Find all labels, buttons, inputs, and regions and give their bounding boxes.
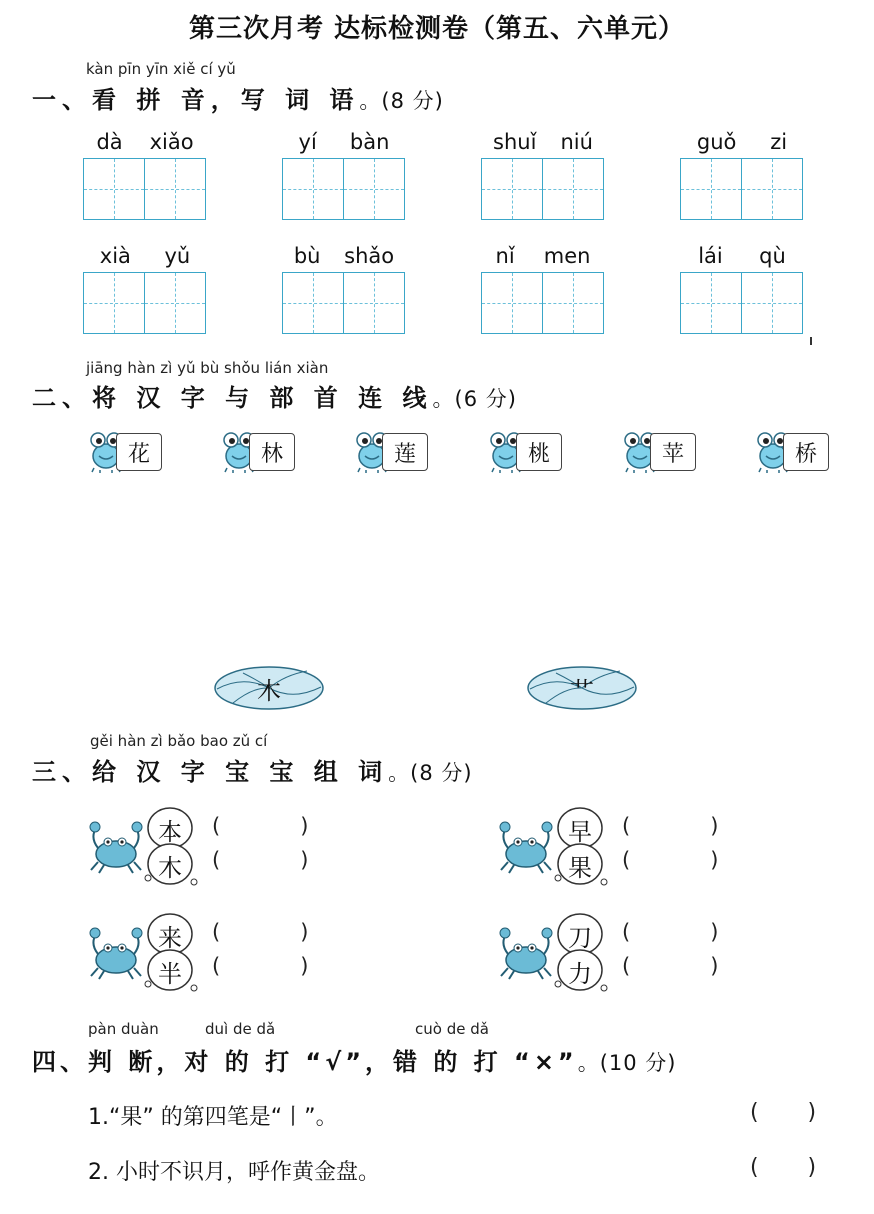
frog-card[interactable]	[354, 430, 428, 474]
frog-char: 苹	[650, 433, 696, 471]
bubble-char: 半	[158, 960, 182, 988]
crab-group	[88, 806, 358, 888]
writing-grid[interactable]	[282, 158, 406, 220]
pinyin-left: lái	[698, 244, 723, 268]
writing-grid[interactable]	[83, 272, 207, 334]
section3-pinyin: gěi hàn zì bǎo bao zǔ cí	[90, 732, 268, 750]
section2-pinyin: jiāng hàn zì yǔ bù shǒu lián xiàn	[86, 359, 329, 377]
pinyin-left: xià	[99, 244, 131, 268]
section4-pinyin-a: pàn duàn	[88, 1020, 159, 1038]
bubble-char: 木	[158, 854, 182, 882]
writing-grid[interactable]	[680, 158, 804, 220]
section3-number: 三、	[32, 758, 92, 786]
frog-card[interactable]	[622, 430, 696, 474]
answer-paren[interactable]: ( )	[622, 848, 719, 872]
word-item	[282, 244, 406, 334]
section1-title: 看 拼 音，写 词 语	[92, 86, 360, 114]
judge-answer-paren[interactable]: ( )	[750, 1155, 817, 1180]
frog-card[interactable]	[755, 430, 829, 474]
section4-pinyin-c: cuò de dǎ	[415, 1020, 489, 1038]
pinyin-right: bàn	[349, 130, 390, 154]
frog-char: 莲	[382, 433, 428, 471]
word-item	[83, 130, 207, 220]
lily-pad-cao[interactable]	[526, 665, 638, 711]
answer-paren[interactable]: ( )	[212, 814, 309, 838]
pinyin-right: men	[543, 244, 591, 268]
writing-grid[interactable]	[481, 158, 605, 220]
crab-group	[498, 912, 768, 994]
pinyin-left: nǐ	[495, 244, 515, 268]
judge-answer-paren[interactable]: ( )	[750, 1100, 817, 1125]
frog-card[interactable]	[88, 430, 162, 474]
pinyin-left: dà	[96, 130, 123, 154]
crab-icon	[498, 820, 554, 876]
pinyin-left: guǒ	[696, 130, 737, 154]
crab-icon	[88, 926, 144, 982]
frog-char: 桥	[783, 433, 829, 471]
answer-paren[interactable]: ( )	[622, 920, 719, 944]
pinyin-right: niú	[560, 130, 593, 154]
section2-heading	[32, 378, 517, 413]
section2-title: 将 汉 字 与 部 首 连 线	[92, 384, 433, 412]
section1-points: 。(8 分)	[359, 89, 444, 113]
crab-group	[88, 912, 358, 994]
writing-grid[interactable]	[680, 272, 804, 334]
frog-char: 桃	[516, 433, 562, 471]
crab-group	[498, 806, 768, 888]
pinyin-left: bù	[293, 244, 321, 268]
section3-heading	[32, 752, 473, 787]
section4-number: 四、	[32, 1048, 88, 1076]
bubble-char: 来	[158, 924, 182, 952]
section2-points: 。(6 分)	[432, 387, 517, 411]
judge-item-text: 2. 小时不识月，呼作黄金盘。	[88, 1160, 380, 1185]
word-item	[83, 244, 207, 334]
word-item	[680, 130, 804, 220]
writing-grid[interactable]	[83, 158, 207, 220]
frog-char: 花	[116, 433, 162, 471]
bubble-char: 果	[568, 854, 592, 882]
section4-points: 。(10 分)	[577, 1051, 677, 1075]
stray-mark	[810, 337, 812, 345]
answer-paren[interactable]: ( )	[622, 814, 719, 838]
writing-grid[interactable]	[282, 272, 406, 334]
lily-pad-mu[interactable]	[213, 665, 325, 711]
section4-heading	[32, 1042, 677, 1077]
frog-card[interactable]	[488, 430, 562, 474]
radical-label: 艹	[570, 677, 594, 705]
frog-char: 林	[249, 433, 295, 471]
bubble-char: 早	[568, 818, 592, 846]
judge-item-text: 1.“果” 的第四笔是“丨”。	[88, 1105, 338, 1130]
crab-icon	[498, 926, 554, 982]
pinyin-left: shuǐ	[493, 130, 537, 154]
section2-number: 二、	[32, 384, 92, 412]
pinyin-left: yí	[298, 130, 317, 154]
answer-paren[interactable]: ( )	[212, 920, 309, 944]
page-title: 第三次月考 达标检测卷（第五、六单元）	[188, 14, 686, 44]
section4-pinyin-b: duì de dǎ	[205, 1020, 276, 1038]
word-item	[481, 130, 605, 220]
section4-title: 判 断，对 的 打 “√”，错 的 打 “×”	[88, 1048, 578, 1076]
pinyin-right: qù	[759, 244, 786, 268]
word-item	[481, 244, 605, 334]
section1-pinyin: kàn pīn yīn xiě cí yǔ	[86, 60, 236, 78]
section1-heading	[32, 80, 444, 115]
frog-card[interactable]	[221, 430, 295, 474]
pinyin-right: xiǎo	[149, 130, 194, 154]
bubble-char: 本	[158, 818, 182, 846]
section3-points: 。(8 分)	[388, 761, 473, 785]
pinyin-right: shǎo	[344, 244, 395, 268]
pinyin-right: yǔ	[164, 244, 191, 268]
pinyin-right: zi	[770, 130, 788, 154]
answer-paren[interactable]: ( )	[622, 954, 719, 978]
word-item	[282, 130, 406, 220]
section3-title: 给 汉 字 宝 宝 组 词	[92, 758, 389, 786]
radical-label: 木	[257, 677, 281, 705]
answer-paren[interactable]: ( )	[212, 848, 309, 872]
writing-grid[interactable]	[481, 272, 605, 334]
answer-paren[interactable]: ( )	[212, 954, 309, 978]
bubble-char: 刀	[568, 924, 592, 952]
section1-number: 一、	[32, 86, 92, 114]
crab-icon	[88, 820, 144, 876]
word-item	[680, 244, 804, 334]
bubble-char: 力	[568, 960, 592, 988]
